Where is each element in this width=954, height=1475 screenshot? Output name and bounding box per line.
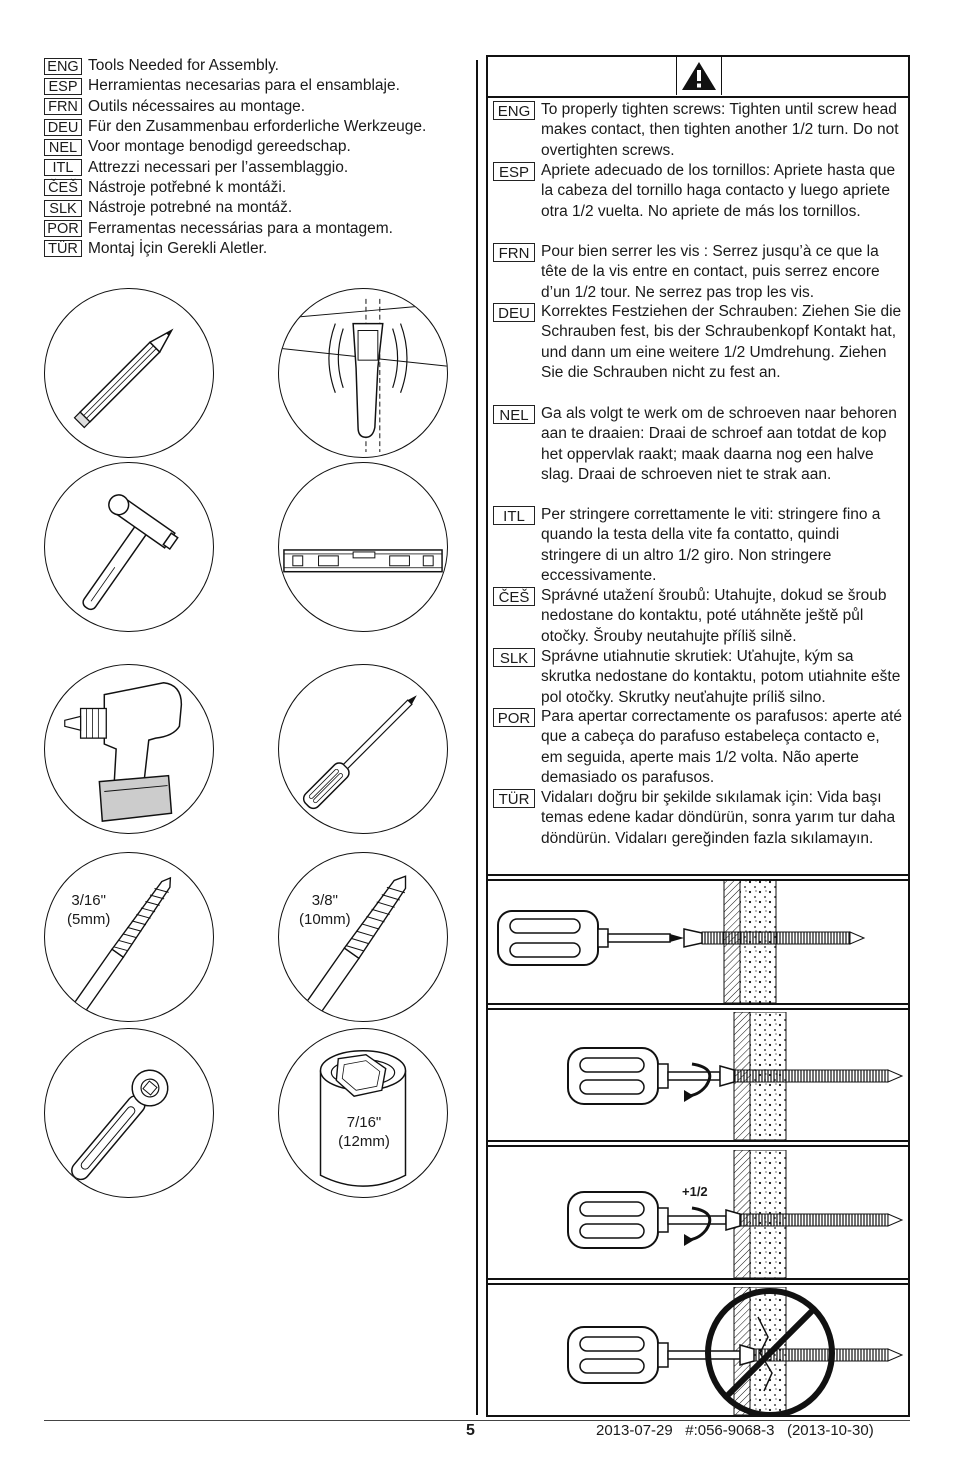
tools-needed-row xyxy=(44,198,474,218)
warning-triangle-icon xyxy=(677,57,721,95)
half-turn-label: +1/2 xyxy=(682,1184,708,1199)
step-divider xyxy=(487,1278,909,1285)
step-3-diagram xyxy=(488,1150,908,1278)
tools-needed-text: Herramientas necesarias para el ensamblaje. xyxy=(88,77,400,95)
socket-size-label xyxy=(331,1113,397,1151)
instruction-row xyxy=(493,100,905,161)
language-code: FRN xyxy=(493,243,535,262)
socket-size-inch: 7/16" xyxy=(346,1114,382,1131)
language-code: TÜR xyxy=(493,789,535,808)
language-code: POR xyxy=(44,220,82,237)
instruction-text: Apriete adecuado de los tornillos: Apriete hasta que la cabeza del tornillo haga contacto y luego apriete otra 1/2 vuelta. No apriete de más los tornillos. xyxy=(541,162,896,220)
step-2-diagram xyxy=(488,1012,908,1140)
tools-needed-row xyxy=(44,97,474,117)
step-divider xyxy=(487,1140,909,1147)
instruction-row xyxy=(493,302,905,404)
language-code: TÜR xyxy=(44,240,82,257)
tools-needed-row xyxy=(44,239,474,259)
tools-needed-row xyxy=(44,137,474,157)
instruction-row xyxy=(493,586,905,647)
language-code: SLK xyxy=(493,648,535,667)
document-info: 2013-07-29 #:056-9068-3 (2013-10-30) xyxy=(596,1422,874,1439)
tools-needed-text: Outils nécessaires au montage. xyxy=(88,97,306,115)
language-code: ITL xyxy=(493,506,535,525)
instruction-text: Per stringere correttamente le viti: stringere fino a quando la testa della vite fa contatto, quindi stringere di un altro 1/2 giro. Non stringere eccessivamente. xyxy=(541,506,881,584)
tools-needed-text: Attrezzi necessari per l’assemblaggio. xyxy=(88,158,349,176)
instruction-row xyxy=(493,404,905,505)
instruction-row xyxy=(493,707,905,788)
drill-bit-icon xyxy=(45,853,213,1021)
tools-needed-text: Nástroje potřebné k montáži. xyxy=(88,178,287,196)
tools-needed-row xyxy=(44,76,474,96)
tools-needed-text: Montaj İçin Gerekli Aletler. xyxy=(88,239,268,257)
bit-large-size-label xyxy=(299,891,351,929)
step-divider xyxy=(487,1003,909,1010)
drill-bit-large-tool-circle xyxy=(278,852,448,1022)
stud-finder-icon xyxy=(279,289,447,457)
bit-large-size-inch: 3/8" xyxy=(311,892,338,909)
language-code: ENG xyxy=(44,58,82,75)
screwdriver-icon xyxy=(279,665,447,833)
column-divider xyxy=(476,60,478,1415)
drill-tool-circle xyxy=(44,664,214,834)
instruction-text: Ga als volgt te werk om de schroeven naar behoren aan te draaien: Draai de schroef aan totdat de kop het oppervlak raakt; maak daarna nog een halve slag. Draai de schroeven niet te strak aan. xyxy=(541,405,897,483)
tools-needed-text: Nástroje potrebné na montáž. xyxy=(88,199,293,217)
pencil-tool-circle xyxy=(44,288,214,458)
tools-needed-row xyxy=(44,56,474,76)
language-code: ITL xyxy=(44,159,82,176)
language-code: POR xyxy=(493,708,535,727)
level-tool-circle xyxy=(278,462,448,632)
step-4-diagram xyxy=(488,1287,908,1415)
screw-half-turn-illustration xyxy=(488,1150,908,1278)
drill-bit-small-tool-circle xyxy=(44,852,214,1022)
drill-bit-icon xyxy=(279,853,447,1021)
ratchet-tool-circle xyxy=(44,1028,214,1198)
tools-needed-row xyxy=(44,178,474,198)
instruction-text: To properly tighten screws: Tighten until screw head makes contact, then tighten another 1/2 turn. Do not overtighten screws. xyxy=(541,101,899,159)
stud-finder-tool-circle xyxy=(278,288,448,458)
tools-needed-row xyxy=(44,157,474,177)
language-code: FRN xyxy=(44,98,82,115)
instruction-row xyxy=(493,161,905,242)
tools-needed-row xyxy=(44,117,474,137)
language-code: SLK xyxy=(44,200,82,217)
ratchet-icon xyxy=(45,1029,213,1197)
socket-size-mm: (12mm) xyxy=(338,1133,390,1150)
tools-needed-text: Tools Needed for Assembly. xyxy=(88,57,279,75)
tools-needed-row xyxy=(44,218,474,238)
tools-needed-list xyxy=(44,56,474,259)
hammer-icon xyxy=(45,463,213,631)
screw-insert-illustration xyxy=(488,879,908,1003)
pencil-icon xyxy=(45,289,213,457)
tools-needed-text: Ferramentas necessárias para a montagem. xyxy=(88,219,393,237)
instruction-text: Korrektes Festziehen der Schrauben: Ziehen Sie die Schrauben fest, bis der Schraubenkopf Kontakt hat, und dann um eine weitere 1/2 Umdrehung. Ziehen Sie die Schrauben nicht zu fest an. xyxy=(541,303,902,381)
language-code: ESP xyxy=(493,162,535,181)
language-code: NEL xyxy=(44,139,82,156)
drill-icon xyxy=(45,665,213,833)
warning-icon-box xyxy=(676,57,722,95)
instruction-text: Pour bien serrer les vis : Serrez jusqu’à ce que la tête de la vis entre en contact, puis serrez encore d’un 1/2 tour. Ne serrez pas trop les vis. xyxy=(541,243,880,301)
page-number: 5 xyxy=(466,1422,475,1439)
bit-small-size-mm: (5mm) xyxy=(67,911,111,928)
tools-needed-text: Voor montage benodigd gereedschap. xyxy=(88,138,351,156)
instruction-row xyxy=(493,242,905,302)
language-code: DEU xyxy=(493,303,535,322)
overtighten-warning-illustration xyxy=(488,1287,908,1415)
instruction-text: Vidaları doğru bir şekilde sıkılamak için: Vida başı temas edene kadar döndürün, sonra yarım tur daha döndürün. Vidaları gereğinden fazla sıkılamayın. xyxy=(541,789,896,847)
level-icon xyxy=(279,463,447,631)
language-code: ČEŠ xyxy=(44,179,82,196)
instruction-text: Para apertar correctamente os parafusos: aperte até que a cabeça do parafuso estabeleça contacto e, em seguida, aperte mais 1/2 volta. Não aperte demasiado os parafusos. xyxy=(541,708,903,786)
footer-rule xyxy=(44,1420,910,1421)
instruction-text: Správné utažení šroubů: Utahujte, dokud se šroub nedostane do kontaktu, poté utáhněte ještě půl otočky. Šrouby neutahujte příliš silně. xyxy=(541,587,887,645)
language-code: ČEŠ xyxy=(493,587,535,606)
screwdriver-tool-circle xyxy=(278,664,448,834)
instruction-text: Správne utiahnutie skrutiek: Uťahujte, kým sa skrutka nedostane do kontaktu, potom utiahnite ešte pol otočky. Skrutky neuťahujte príliš silno. xyxy=(541,648,901,706)
language-code: DEU xyxy=(44,119,82,136)
language-code: ESP xyxy=(44,78,82,95)
bit-small-size-inch: 3/16" xyxy=(71,892,106,909)
instruction-row xyxy=(493,788,905,870)
step-1-diagram xyxy=(488,879,908,1003)
socket-tool-circle xyxy=(278,1028,448,1198)
tools-needed-text: Für den Zusammenbau erforderliche Werkzeuge. xyxy=(88,118,427,136)
bit-small-size-label xyxy=(67,891,110,929)
language-code: ENG xyxy=(493,101,535,120)
bit-large-size-mm: (10mm) xyxy=(299,911,351,928)
instruction-row xyxy=(493,647,905,707)
hammer-tool-circle xyxy=(44,462,214,632)
instruction-row xyxy=(493,505,905,586)
language-code: NEL xyxy=(493,405,535,424)
screw-contact-illustration xyxy=(488,1012,908,1140)
